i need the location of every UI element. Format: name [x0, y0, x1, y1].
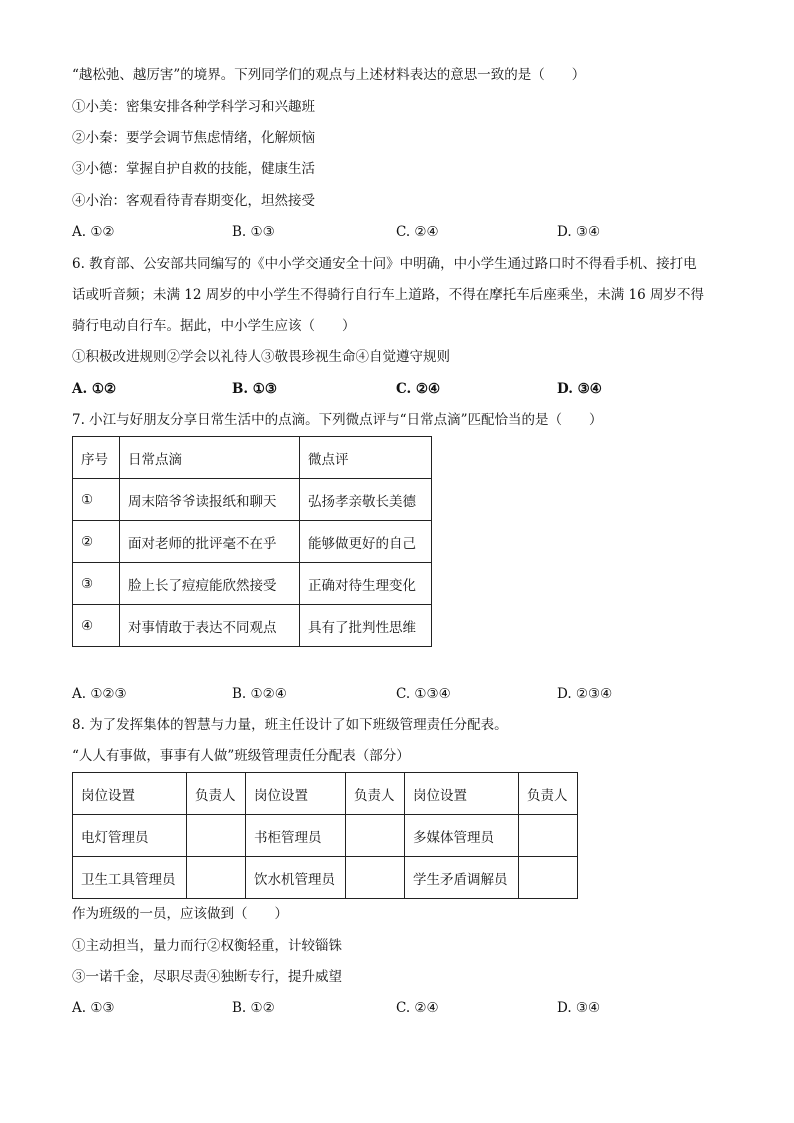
- q8-row-1-post-1: 电灯管理员: [73, 815, 187, 857]
- q8-stem: 8. 为了发挥集体的智慧与力量，班主任设计了如下班级管理责任分配表。: [72, 717, 508, 733]
- q5-option-d: D. ③④: [557, 224, 601, 240]
- q7-row-3-comment: 正确对待生理变化: [300, 563, 432, 605]
- q8-header-owner-3: 负责人: [519, 773, 578, 815]
- q7-row-4-index: ④: [73, 605, 120, 647]
- table-row: [73, 479, 432, 521]
- q8-row-2-post-1: 卫生工具管理员: [73, 857, 187, 899]
- q6-stem-line-3: 骑行电动自行车。据此，中小学生应该（ ）: [72, 318, 356, 334]
- q5-stem: “越松弛、越厉害”的境界。下列同学们的观点与上述材料表达的意思一致的是（ ）: [72, 67, 586, 83]
- q8-header-post-3: 岗位设置: [405, 773, 519, 815]
- q7-table-header: [73, 437, 432, 479]
- q8-option-b: B. ①②: [232, 1000, 275, 1016]
- q5-option-b: B. ①③: [232, 224, 275, 240]
- q8-option-d: D. ③④: [557, 1000, 601, 1016]
- q5-item-3: ③小德：掌握自护自救的技能，健康生活: [72, 161, 315, 177]
- q8-option-a: A. ①③: [72, 1000, 115, 1016]
- q8-header-post-1: 岗位设置: [73, 773, 187, 815]
- q8-table: [72, 772, 578, 899]
- q7-option-c: C. ①③④: [396, 686, 451, 702]
- q7-option-d: D. ②③④: [557, 686, 613, 702]
- q7-option-b: B. ①②④: [232, 686, 287, 702]
- q7-row-2-comment: 能够做更好的自己: [300, 521, 432, 563]
- q8-row-1-owner-2: [346, 815, 405, 857]
- q8-table-title: “人人有事做，事事有人做”班级管理责任分配表（部分）: [72, 748, 410, 764]
- table-row: [73, 605, 432, 647]
- q6-stem-line-2: 话或听音频；未满 12 周岁的中小学生不得骑行自行车上道路，不得在摩托车后座乘坐，未满 16 周岁不得: [72, 287, 705, 303]
- q6-option-d: D. ③④: [557, 381, 602, 397]
- q8-row-2-post-2: 饮水机管理员: [246, 857, 346, 899]
- q5-item-1: ①小美：密集安排各种学科学习和兴趣班: [72, 99, 315, 115]
- q7-row-2-daily: 面对老师的批评毫不在乎: [120, 521, 300, 563]
- q8-row-1-owner-3: [519, 815, 578, 857]
- table-row: [73, 563, 432, 605]
- q5-option-a: A. ①②: [72, 224, 115, 240]
- q6-items: ①积极改进规则②学会以礼待人③敬畏珍视生命④自觉遵守规则: [72, 349, 450, 365]
- q7-row-4-comment: 具有了批判性思维: [300, 605, 432, 647]
- q8-items-line-2: ③一诺千金，尽职尽责④独断专行，提升威望: [72, 969, 342, 985]
- q7-row-4-daily: 对事情敢于表达不同观点: [120, 605, 300, 647]
- q8-row-2-owner-3: [519, 857, 578, 899]
- q8-items-line-1: ①主动担当，量力而行②权衡轻重，计较锱铢: [72, 938, 342, 954]
- q7-table: [72, 436, 432, 647]
- q8-row-2-owner-1: [187, 857, 246, 899]
- q8-ask: 作为班级的一员，应该做到（ ）: [72, 906, 288, 922]
- q7-row-3-index: ③: [73, 563, 120, 605]
- q8-row-1-post-2: 书柜管理员: [246, 815, 346, 857]
- q6-option-c: C. ②④: [396, 381, 441, 397]
- q8-row-2-post-3: 学生矛盾调解员: [405, 857, 519, 899]
- q6-option-b: B. ①③: [232, 381, 278, 397]
- q7-row-1-index: ①: [73, 479, 120, 521]
- q8-header-owner-2: 负责人: [346, 773, 405, 815]
- q7-option-a: A. ①②③: [72, 686, 127, 702]
- q7-row-1-daily: 周末陪爷爷读报纸和聊天: [120, 479, 300, 521]
- table-row: [73, 815, 578, 857]
- table-row: [73, 857, 578, 899]
- table-row: [73, 521, 432, 563]
- q7-header-comment: 微点评: [300, 437, 432, 479]
- q8-header-owner-1: 负责人: [187, 773, 246, 815]
- q6-option-a: A. ①②: [72, 381, 117, 397]
- q5-item-4: ④小治：客观看待青春期变化，坦然接受: [72, 193, 315, 209]
- q7-row-3-daily: 脸上长了痘痘能欣然接受: [120, 563, 300, 605]
- q8-header-post-2: 岗位设置: [246, 773, 346, 815]
- q7-stem: 7. 小江与好朋友分享日常生活中的点滴。下列微点评与“日常点滴”匹配恰当的是（ ）: [72, 412, 603, 428]
- q8-option-c: C. ②④: [396, 1000, 439, 1016]
- q8-row-1-owner-1: [187, 815, 246, 857]
- q5-option-c: C. ②④: [396, 224, 439, 240]
- q6-stem-line-1: 6. 教育部、公安部共同编写的《中小学交通安全十问》中明确，中小学生通过路口时不得看手机、接打电: [72, 256, 697, 272]
- q8-row-1-post-3: 多媒体管理员: [405, 815, 519, 857]
- q7-header-index: 序号: [73, 437, 120, 479]
- q7-header-daily: 日常点滴: [120, 437, 300, 479]
- q7-row-2-index: ②: [73, 521, 120, 563]
- q8-row-2-owner-2: [346, 857, 405, 899]
- q5-item-2: ②小秦：要学会调节焦虑情绪，化解烦恼: [72, 130, 315, 146]
- q7-row-1-comment: 弘扬孝亲敬长美德: [300, 479, 432, 521]
- q8-table-header: [73, 773, 578, 815]
